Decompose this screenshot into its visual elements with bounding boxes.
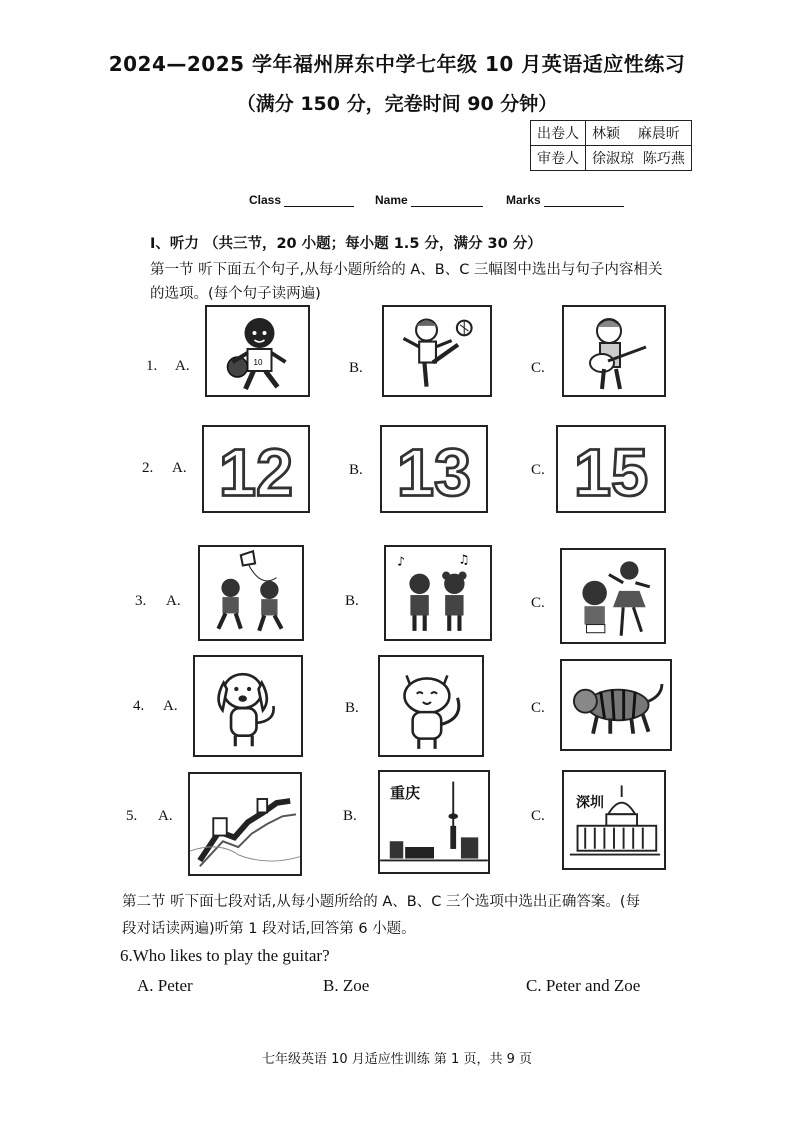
staff-names: 林颖 麻晨昕: [586, 121, 692, 146]
kids-singing-icon[interactable]: [384, 545, 492, 641]
option-label: B.: [349, 462, 363, 478]
name-blank[interactable]: [411, 194, 483, 207]
q6-option-a[interactable]: A. Peter: [137, 976, 193, 995]
svg-text:♫: ♫: [458, 552, 470, 567]
part2-instruction-line2: 段对话读两遍)听第 1 段对话,回答第 6 小题。: [122, 921, 416, 937]
option-label: A.: [158, 808, 173, 824]
part1-instruction-line2: 的选项。(每个句子读两遍): [150, 286, 321, 302]
question-number: 5.: [126, 808, 138, 824]
section-heading: I、听力 （共三节，20 小题；每小题 1.5 分，满分 30 分）: [150, 236, 542, 252]
staff-row: [531, 146, 692, 171]
number-13-icon[interactable]: [380, 425, 488, 513]
question-number: 1.: [146, 358, 158, 374]
marks-blank[interactable]: [544, 194, 624, 207]
class-label: Class: [249, 193, 282, 207]
question-number: 4.: [133, 698, 145, 714]
marks-field: [506, 193, 624, 207]
boy-soccer-icon[interactable]: [382, 305, 492, 397]
chongqing-skyline-icon[interactable]: [378, 770, 490, 874]
option-label: C.: [531, 700, 545, 716]
option-label: C.: [531, 360, 545, 376]
staff-row: [531, 121, 692, 146]
option-label: B.: [345, 700, 359, 716]
name-field: [375, 193, 483, 207]
dog-icon[interactable]: [193, 655, 303, 757]
svg-text:13: 13: [396, 436, 472, 511]
option-label: B.: [345, 593, 359, 609]
part1-instruction-line1: 第一节 听下面五个句子,从每小题所给的 A、B、C 三幅图中选出与句子内容相关: [150, 262, 663, 278]
option-label: A.: [166, 593, 181, 609]
class-blank[interactable]: [284, 194, 354, 207]
kids-dancing-icon[interactable]: [560, 548, 666, 644]
cat-icon[interactable]: [378, 655, 484, 757]
staff-role: 审卷人: [531, 146, 586, 171]
option-label: A.: [175, 358, 190, 374]
svg-text:10: 10: [253, 358, 263, 367]
name-label: Name: [375, 193, 408, 207]
option-label: C.: [531, 808, 545, 824]
q6-option-c[interactable]: C. Peter and Zoe: [526, 976, 641, 995]
class-field: [249, 193, 354, 207]
shenzhen-capitol-icon[interactable]: [562, 770, 666, 870]
option-label: A.: [172, 460, 187, 476]
tiger-icon[interactable]: [560, 659, 672, 751]
option-label: B.: [349, 360, 363, 376]
question-number: 2.: [142, 460, 154, 476]
boy-guitar-icon[interactable]: [562, 305, 666, 397]
part2-instruction-line1: 第二节 听下面七段对话,从每小题所给的 A、B、C 三个选项中选出正确答案。(每: [122, 894, 641, 910]
number-15-icon[interactable]: [556, 425, 666, 513]
city-caption: 重庆: [390, 784, 421, 802]
boy-basketball-icon[interactable]: [205, 305, 310, 397]
kids-flying-kite-icon[interactable]: [198, 545, 304, 641]
question-number: 3.: [135, 593, 147, 609]
exam-subtitle: （满分 150 分，完卷时间 90 分钟）: [236, 93, 558, 115]
number-12-icon[interactable]: [202, 425, 310, 513]
option-label: C.: [531, 462, 545, 478]
q6-option-b[interactable]: B. Zoe: [323, 976, 370, 995]
option-label: A.: [163, 698, 178, 714]
marks-label: Marks: [506, 193, 541, 207]
page-footer: 七年级英语 10 月适应性训练 第 1 页，共 9 页: [261, 1052, 532, 1067]
option-label: C.: [531, 595, 545, 611]
question-6-text: 6.Who likes to play the guitar?: [120, 946, 330, 965]
svg-text:12: 12: [218, 436, 294, 511]
svg-text:15: 15: [573, 436, 649, 511]
city-caption: 深圳: [576, 795, 604, 811]
staff-role: 出卷人: [531, 121, 586, 146]
staff-table: [530, 120, 692, 171]
staff-names: 徐淑琼 陈巧燕: [586, 146, 692, 171]
option-label: B.: [343, 808, 357, 824]
svg-text:♪: ♪: [397, 554, 405, 569]
page-title: 2024—2025 学年福州屏东中学七年级 10 月英语适应性练习: [108, 52, 686, 76]
great-wall-icon[interactable]: [188, 772, 302, 876]
